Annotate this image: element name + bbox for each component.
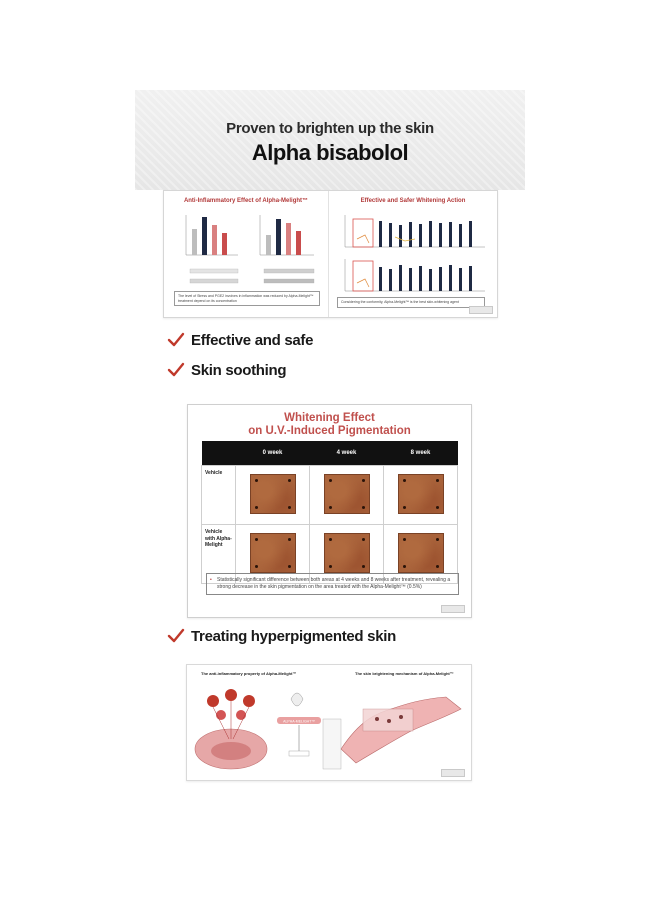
table-row bbox=[202, 466, 458, 525]
skin-sample-photo bbox=[398, 474, 444, 514]
brightening-caption: The skin brightening mechanism of Alpha-Melight™ bbox=[355, 671, 454, 676]
skin-photo-cell bbox=[310, 466, 384, 525]
row-label-line1: Vehicle bbox=[205, 529, 223, 535]
anti-inflammatory-caption: The anti-inflammatory property of Alpha-Melight™ bbox=[201, 671, 297, 676]
anti-inflammatory-bar-chart bbox=[172, 209, 322, 291]
whitening-action-title: Effective and Safer Whitening Action bbox=[360, 198, 466, 204]
checkmark-icon bbox=[167, 361, 185, 379]
skin-sample-photo bbox=[324, 533, 370, 573]
brand-logo bbox=[441, 605, 465, 613]
whitening-effect-title bbox=[188, 412, 471, 438]
row-label-line1: Vehicle bbox=[205, 470, 223, 476]
row-label-line2: with Alpha-Melight bbox=[205, 535, 232, 548]
benefit-label: Treating hyperpigmented skin bbox=[191, 627, 396, 645]
banner-title: Alpha bisabolol bbox=[251, 140, 409, 165]
row-label bbox=[202, 466, 236, 525]
whitening-action-chart bbox=[335, 209, 491, 297]
header-banner bbox=[135, 90, 525, 190]
table-header-blank bbox=[202, 441, 236, 466]
whitening-action-section bbox=[329, 191, 497, 317]
whitening-effect-note: • Statistically significant difference between both areas at 4 weeks and 8 weeks after treatment, revealing a strong decrease in the skin pigmentation on the area treated with the Alpha-Melight™ (0.5%) bbox=[206, 573, 459, 595]
pigmentation-results-table bbox=[201, 441, 458, 584]
brand-logo bbox=[469, 306, 493, 314]
table-header-cell: 8 week bbox=[384, 441, 458, 466]
skin-sample-photo bbox=[324, 474, 370, 514]
mechanism-panel bbox=[186, 664, 472, 781]
banner-subtitle: Proven to brighten up the skin bbox=[226, 120, 434, 137]
benefit-label: Effective and safe bbox=[191, 331, 314, 349]
whitening-effect-title-line1: Whitening Effect bbox=[284, 412, 375, 424]
anti-inflammatory-title: Anti-Inflammatory Effect of Alpha-Melight™ bbox=[183, 198, 309, 204]
table-header-cell: 0 week bbox=[236, 441, 310, 466]
skin-photo-cell bbox=[236, 466, 310, 525]
table-header-cell: 4 week bbox=[310, 441, 384, 466]
whitening-effect-title-line2: on U.V.-Induced Pigmentation bbox=[248, 425, 411, 437]
evidence-panel-charts bbox=[163, 190, 498, 318]
benefit-skin-soothing bbox=[167, 359, 286, 381]
anti-inflammatory-note: The level of Stress and PGE2 involves in inflammation was reduced by Alpha-Melight™ treatment depend on its concentration bbox=[174, 291, 320, 306]
mechanism-illustration bbox=[191, 679, 467, 777]
table-header-row bbox=[202, 441, 458, 466]
skin-sample-photo bbox=[250, 533, 296, 573]
anti-inflammatory-section bbox=[164, 191, 329, 317]
skin-sample-photo bbox=[398, 533, 444, 573]
whitening-action-note: Considering the conformity, Alpha-Melight™ is the best skin-whitening agent bbox=[337, 297, 485, 308]
checkmark-icon bbox=[167, 627, 185, 645]
skin-photo-cell bbox=[384, 466, 458, 525]
whitening-effect-panel bbox=[187, 404, 472, 618]
benefit-hyperpigmented bbox=[167, 625, 396, 647]
brand-logo bbox=[441, 769, 465, 777]
alpha-melight-label: ALPHA-MELIGHT™ bbox=[283, 719, 315, 724]
benefit-effective-safe bbox=[167, 329, 313, 351]
checkmark-icon bbox=[167, 331, 185, 349]
skin-sample-photo bbox=[250, 474, 296, 514]
benefit-label: Skin soothing bbox=[191, 361, 287, 379]
